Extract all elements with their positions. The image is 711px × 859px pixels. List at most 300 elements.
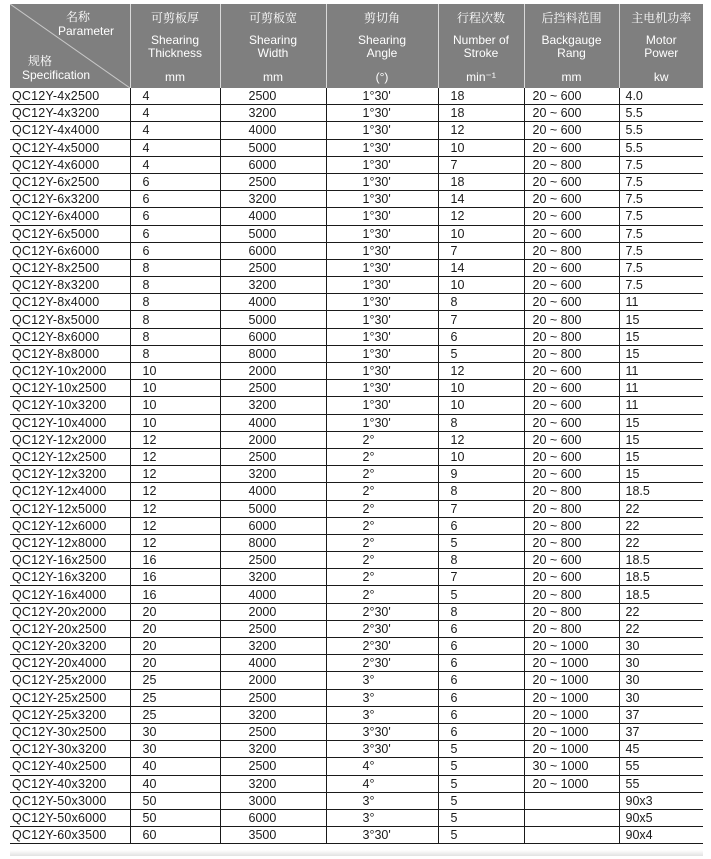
model-cell: QC12Y-10x2500 [10, 380, 130, 397]
stroke-cell: 7 [438, 242, 524, 259]
thickness-cell: 4 [130, 88, 220, 105]
width-cell: 3500 [220, 827, 326, 844]
power-cell: 5.5 [619, 105, 703, 122]
thickness-cell: 10 [130, 363, 220, 380]
backgauge-cell [524, 792, 619, 809]
header-unit: min⁻¹ [466, 70, 496, 84]
width-cell: 4000 [220, 208, 326, 225]
angle-cell: 3° [326, 706, 438, 723]
width-cell: 2500 [220, 620, 326, 637]
width-cell: 3200 [220, 775, 326, 792]
angle-cell: 3°30' [326, 723, 438, 740]
header-unit: kw [653, 70, 669, 84]
thickness-cell: 20 [130, 638, 220, 655]
thickness-cell: 4 [130, 156, 220, 173]
table-row [10, 672, 703, 689]
table-row [10, 758, 703, 775]
stroke-cell: 14 [438, 259, 524, 276]
backgauge-cell: 20 ~ 800 [524, 311, 619, 328]
backgauge-cell: 20 ~ 600 [524, 448, 619, 465]
angle-cell: 2°30' [326, 603, 438, 620]
stroke-cell: 5 [438, 345, 524, 362]
thickness-cell: 50 [130, 792, 220, 809]
table-row [10, 775, 703, 792]
backgauge-cell: 20 ~ 600 [524, 397, 619, 414]
thickness-cell: 12 [130, 534, 220, 551]
backgauge-cell: 20 ~ 1000 [524, 672, 619, 689]
parameter-label-en: Parameter [58, 24, 115, 38]
power-cell: 30 [619, 638, 703, 655]
table-row [10, 552, 703, 569]
table-row [10, 139, 703, 156]
backgauge-cell: 20 ~ 800 [524, 517, 619, 534]
model-cell: QC12Y-16x4000 [10, 586, 130, 603]
table-row [10, 259, 703, 276]
power-cell: 22 [619, 500, 703, 517]
angle-cell: 1°30' [326, 414, 438, 431]
width-cell: 2500 [220, 259, 326, 276]
thickness-cell: 8 [130, 259, 220, 276]
angle-cell: 1°30' [326, 225, 438, 242]
power-cell: 15 [619, 345, 703, 362]
specification-label-en: Specification [22, 68, 91, 82]
model-cell: QC12Y-12x2000 [10, 431, 130, 448]
backgauge-cell: 20 ~ 1000 [524, 706, 619, 723]
thickness-cell: 8 [130, 345, 220, 362]
model-cell: QC12Y-25x3200 [10, 706, 130, 723]
backgauge-cell [524, 809, 619, 826]
table-row [10, 655, 703, 672]
header-label-en: Rang [557, 46, 586, 60]
angle-cell: 1°30' [326, 328, 438, 345]
stroke-cell: 10 [438, 139, 524, 156]
power-cell: 7.5 [619, 259, 703, 276]
model-cell: QC12Y-60x3500 [10, 827, 130, 844]
thickness-cell: 16 [130, 552, 220, 569]
stroke-cell: 8 [438, 294, 524, 311]
backgauge-cell: 20 ~ 800 [524, 242, 619, 259]
power-cell: 30 [619, 672, 703, 689]
model-cell: QC12Y-8x6000 [10, 328, 130, 345]
backgauge-cell: 20 ~ 600 [524, 569, 619, 586]
thickness-cell: 16 [130, 569, 220, 586]
table-row [10, 534, 703, 551]
angle-cell: 1°30' [326, 259, 438, 276]
model-cell: QC12Y-6x6000 [10, 242, 130, 259]
width-cell: 2500 [220, 380, 326, 397]
backgauge-cell: 20 ~ 1000 [524, 638, 619, 655]
width-cell: 3200 [220, 466, 326, 483]
header-motor-power [619, 4, 703, 88]
table-row [10, 431, 703, 448]
width-cell: 2000 [220, 431, 326, 448]
angle-cell: 1°30' [326, 380, 438, 397]
angle-cell: 1°30' [326, 156, 438, 173]
table-row [10, 741, 703, 758]
backgauge-cell: 20 ~ 1000 [524, 775, 619, 792]
thickness-cell: 20 [130, 620, 220, 637]
header-label-zh: 可剪板厚 [150, 11, 199, 25]
model-cell: QC12Y-50x3000 [10, 792, 130, 809]
bottom-edge [10, 850, 703, 856]
power-cell: 11 [619, 294, 703, 311]
width-cell: 2000 [220, 603, 326, 620]
width-cell: 3200 [220, 638, 326, 655]
thickness-cell: 30 [130, 723, 220, 740]
power-cell: 18.5 [619, 483, 703, 500]
power-cell: 5.5 [619, 122, 703, 139]
angle-cell: 2° [326, 552, 438, 569]
stroke-cell: 10 [438, 225, 524, 242]
model-cell: QC12Y-6x4000 [10, 208, 130, 225]
table-row [10, 448, 703, 465]
backgauge-cell: 20 ~ 600 [524, 88, 619, 105]
thickness-cell: 25 [130, 689, 220, 706]
model-cell: QC12Y-4x5000 [10, 139, 130, 156]
backgauge-cell: 20 ~ 1000 [524, 655, 619, 672]
stroke-cell: 6 [438, 706, 524, 723]
backgauge-cell: 20 ~ 800 [524, 156, 619, 173]
thickness-cell: 25 [130, 672, 220, 689]
header-backgauge-rang [524, 4, 619, 88]
model-cell: QC12Y-25x2500 [10, 689, 130, 706]
thickness-cell: 8 [130, 311, 220, 328]
width-cell: 2500 [220, 758, 326, 775]
model-cell: QC12Y-40x2500 [10, 758, 130, 775]
angle-cell: 2° [326, 534, 438, 551]
model-cell: QC12Y-4x3200 [10, 105, 130, 122]
thickness-cell: 12 [130, 448, 220, 465]
power-cell: 22 [619, 603, 703, 620]
angle-cell: 3° [326, 689, 438, 706]
model-cell: QC12Y-16x3200 [10, 569, 130, 586]
thickness-cell: 12 [130, 517, 220, 534]
angle-cell: 2° [326, 586, 438, 603]
table-row [10, 363, 703, 380]
header-label-en: Number of [452, 33, 510, 47]
angle-cell: 2° [326, 448, 438, 465]
angle-cell: 3° [326, 792, 438, 809]
thickness-cell: 8 [130, 328, 220, 345]
angle-cell: 1°30' [326, 173, 438, 190]
width-cell: 6000 [220, 809, 326, 826]
stroke-cell: 14 [438, 191, 524, 208]
table-row [10, 191, 703, 208]
backgauge-cell: 20 ~ 800 [524, 500, 619, 517]
table-row [10, 827, 703, 844]
angle-cell: 2° [326, 517, 438, 534]
model-cell: QC12Y-6x5000 [10, 225, 130, 242]
model-cell: QC12Y-4x6000 [10, 156, 130, 173]
power-cell: 22 [619, 517, 703, 534]
thickness-cell: 12 [130, 431, 220, 448]
header-corner-cell [10, 4, 130, 88]
width-cell: 3200 [220, 191, 326, 208]
header-number-of-stroke [438, 4, 524, 88]
stroke-cell: 6 [438, 723, 524, 740]
header-unit: mm [561, 70, 582, 84]
thickness-cell: 20 [130, 655, 220, 672]
power-cell: 7.5 [619, 208, 703, 225]
power-cell: 22 [619, 620, 703, 637]
specification-label-zh: 规格 [28, 54, 53, 68]
model-cell: QC12Y-20x2500 [10, 620, 130, 637]
width-cell: 5000 [220, 225, 326, 242]
width-cell: 3200 [220, 706, 326, 723]
backgauge-cell: 20 ~ 800 [524, 534, 619, 551]
header-shearing-angle [326, 4, 438, 88]
model-cell: QC12Y-12x5000 [10, 500, 130, 517]
model-cell: QC12Y-8x4000 [10, 294, 130, 311]
table-body [10, 88, 703, 844]
stroke-cell: 12 [438, 122, 524, 139]
power-cell: 18.5 [619, 586, 703, 603]
power-cell: 7.5 [619, 242, 703, 259]
width-cell: 4000 [220, 294, 326, 311]
stroke-cell: 12 [438, 208, 524, 225]
power-cell: 11 [619, 363, 703, 380]
backgauge-cell [524, 827, 619, 844]
table-row [10, 328, 703, 345]
header-label-en: Backgauge [541, 33, 602, 47]
stroke-cell: 10 [438, 380, 524, 397]
table-row [10, 294, 703, 311]
model-cell: QC12Y-4x2500 [10, 88, 130, 105]
header-label-en: Stroke [463, 46, 499, 60]
model-cell: QC12Y-6x2500 [10, 173, 130, 190]
width-cell: 2000 [220, 363, 326, 380]
thickness-cell: 4 [130, 139, 220, 156]
table-row [10, 345, 703, 362]
power-cell: 45 [619, 741, 703, 758]
specification-table [10, 4, 703, 844]
header-label-zh: 主电机功率 [631, 11, 692, 25]
model-cell: QC12Y-30x3200 [10, 741, 130, 758]
table-row [10, 122, 703, 139]
width-cell: 5000 [220, 311, 326, 328]
model-cell: QC12Y-12x3200 [10, 466, 130, 483]
thickness-cell: 60 [130, 827, 220, 844]
backgauge-cell: 20 ~ 600 [524, 380, 619, 397]
model-cell: QC12Y-10x3200 [10, 397, 130, 414]
thickness-cell: 25 [130, 706, 220, 723]
backgauge-cell: 20 ~ 600 [524, 225, 619, 242]
table-row [10, 225, 703, 242]
stroke-cell: 5 [438, 809, 524, 826]
backgauge-cell: 20 ~ 800 [524, 345, 619, 362]
thickness-cell: 6 [130, 208, 220, 225]
thickness-cell: 10 [130, 380, 220, 397]
angle-cell: 1°30' [326, 311, 438, 328]
table-row [10, 277, 703, 294]
angle-cell: 1°30' [326, 363, 438, 380]
angle-cell: 2° [326, 483, 438, 500]
width-cell: 5000 [220, 500, 326, 517]
table-row [10, 242, 703, 259]
header-label-zh: 可剪板宽 [248, 11, 297, 25]
table-row [10, 517, 703, 534]
width-cell: 4000 [220, 414, 326, 431]
angle-cell: 1°30' [326, 294, 438, 311]
backgauge-cell: 20 ~ 600 [524, 191, 619, 208]
power-cell: 37 [619, 706, 703, 723]
power-cell: 5.5 [619, 139, 703, 156]
table-row [10, 569, 703, 586]
thickness-cell: 8 [130, 277, 220, 294]
model-cell: QC12Y-12x8000 [10, 534, 130, 551]
model-cell: QC12Y-20x2000 [10, 603, 130, 620]
header-label-zh: 后挡料范围 [541, 11, 602, 25]
stroke-cell: 8 [438, 483, 524, 500]
backgauge-cell: 20 ~ 800 [524, 603, 619, 620]
backgauge-cell: 20 ~ 800 [524, 483, 619, 500]
angle-cell: 3°30' [326, 741, 438, 758]
backgauge-cell: 20 ~ 600 [524, 552, 619, 569]
backgauge-cell: 20 ~ 800 [524, 620, 619, 637]
thickness-cell: 8 [130, 294, 220, 311]
power-cell: 55 [619, 758, 703, 775]
table-row [10, 311, 703, 328]
thickness-cell: 16 [130, 586, 220, 603]
table-row [10, 105, 703, 122]
power-cell: 90x3 [619, 792, 703, 809]
stroke-cell: 7 [438, 156, 524, 173]
header-row [10, 4, 703, 88]
table-row [10, 397, 703, 414]
power-cell: 11 [619, 397, 703, 414]
backgauge-cell: 20 ~ 800 [524, 328, 619, 345]
table-row [10, 723, 703, 740]
width-cell: 2500 [220, 552, 326, 569]
table-row [10, 173, 703, 190]
backgauge-cell: 20 ~ 1000 [524, 723, 619, 740]
thickness-cell: 40 [130, 775, 220, 792]
model-cell: QC12Y-4x4000 [10, 122, 130, 139]
power-cell: 22 [619, 534, 703, 551]
width-cell: 6000 [220, 156, 326, 173]
stroke-cell: 5 [438, 586, 524, 603]
thickness-cell: 6 [130, 225, 220, 242]
header-label-en: Shearing [248, 33, 298, 47]
power-cell: 7.5 [619, 225, 703, 242]
power-cell: 90x4 [619, 827, 703, 844]
stroke-cell: 6 [438, 638, 524, 655]
power-cell: 15 [619, 448, 703, 465]
backgauge-cell: 20 ~ 600 [524, 294, 619, 311]
header-unit: mm [165, 70, 185, 84]
thickness-cell: 4 [130, 122, 220, 139]
power-cell: 18.5 [619, 552, 703, 569]
table-row [10, 620, 703, 637]
backgauge-cell: 20 ~ 1000 [524, 741, 619, 758]
power-cell: 4.0 [619, 88, 703, 105]
stroke-cell: 10 [438, 277, 524, 294]
table-row [10, 586, 703, 603]
stroke-cell: 6 [438, 689, 524, 706]
parameter-label-zh: 名称 [66, 10, 91, 24]
width-cell: 5000 [220, 139, 326, 156]
model-cell: QC12Y-20x4000 [10, 655, 130, 672]
stroke-cell: 10 [438, 397, 524, 414]
backgauge-cell: 20 ~ 1000 [524, 689, 619, 706]
model-cell: QC12Y-10x2000 [10, 363, 130, 380]
thickness-cell: 6 [130, 173, 220, 190]
angle-cell: 2°30' [326, 638, 438, 655]
thickness-cell: 12 [130, 483, 220, 500]
thickness-cell: 12 [130, 500, 220, 517]
width-cell: 6000 [220, 328, 326, 345]
table-row [10, 706, 703, 723]
stroke-cell: 5 [438, 534, 524, 551]
stroke-cell: 12 [438, 363, 524, 380]
power-cell: 15 [619, 431, 703, 448]
model-cell: QC12Y-12x4000 [10, 483, 130, 500]
power-cell: 7.5 [619, 191, 703, 208]
model-cell: QC12Y-12x6000 [10, 517, 130, 534]
power-cell: 7.5 [619, 173, 703, 190]
model-cell: QC12Y-8x8000 [10, 345, 130, 362]
model-cell: QC12Y-6x3200 [10, 191, 130, 208]
stroke-cell: 5 [438, 758, 524, 775]
power-cell: 15 [619, 414, 703, 431]
angle-cell: 4° [326, 775, 438, 792]
power-cell: 90x5 [619, 809, 703, 826]
table-row [10, 500, 703, 517]
thickness-cell: 6 [130, 191, 220, 208]
angle-cell: 1°30' [326, 345, 438, 362]
angle-cell: 1°30' [326, 88, 438, 105]
table-row [10, 414, 703, 431]
header-label-en: Width [257, 46, 289, 60]
table-row [10, 88, 703, 105]
backgauge-cell: 20 ~ 600 [524, 414, 619, 431]
backgauge-cell: 20 ~ 600 [524, 277, 619, 294]
model-cell: QC12Y-30x2500 [10, 723, 130, 740]
width-cell: 2000 [220, 672, 326, 689]
stroke-cell: 8 [438, 603, 524, 620]
backgauge-cell: 20 ~ 600 [524, 139, 619, 156]
backgauge-cell: 20 ~ 600 [524, 363, 619, 380]
angle-cell: 1°30' [326, 139, 438, 156]
angle-cell: 4° [326, 758, 438, 775]
model-cell: QC12Y-25x2000 [10, 672, 130, 689]
angle-cell: 1°30' [326, 242, 438, 259]
header-label-en: Angle [366, 46, 398, 60]
header-label-en: Power [644, 46, 679, 60]
thickness-cell: 6 [130, 242, 220, 259]
table-row [10, 156, 703, 173]
stroke-cell: 6 [438, 328, 524, 345]
angle-cell: 2°30' [326, 655, 438, 672]
model-cell: QC12Y-8x3200 [10, 277, 130, 294]
header-shearing-width [220, 4, 326, 88]
stroke-cell: 9 [438, 466, 524, 483]
power-cell: 15 [619, 466, 703, 483]
width-cell: 3200 [220, 741, 326, 758]
width-cell: 2500 [220, 173, 326, 190]
header-shearing-thickness [130, 4, 220, 88]
model-cell: QC12Y-12x2500 [10, 448, 130, 465]
width-cell: 3200 [220, 105, 326, 122]
stroke-cell: 7 [438, 500, 524, 517]
header-label-en: Shearing [357, 33, 407, 47]
angle-cell: 1°30' [326, 397, 438, 414]
power-cell: 7.5 [619, 156, 703, 173]
angle-cell: 2°30' [326, 620, 438, 637]
thickness-cell: 10 [130, 414, 220, 431]
header-label-zh: 剪切角 [363, 11, 400, 25]
width-cell: 2500 [220, 88, 326, 105]
